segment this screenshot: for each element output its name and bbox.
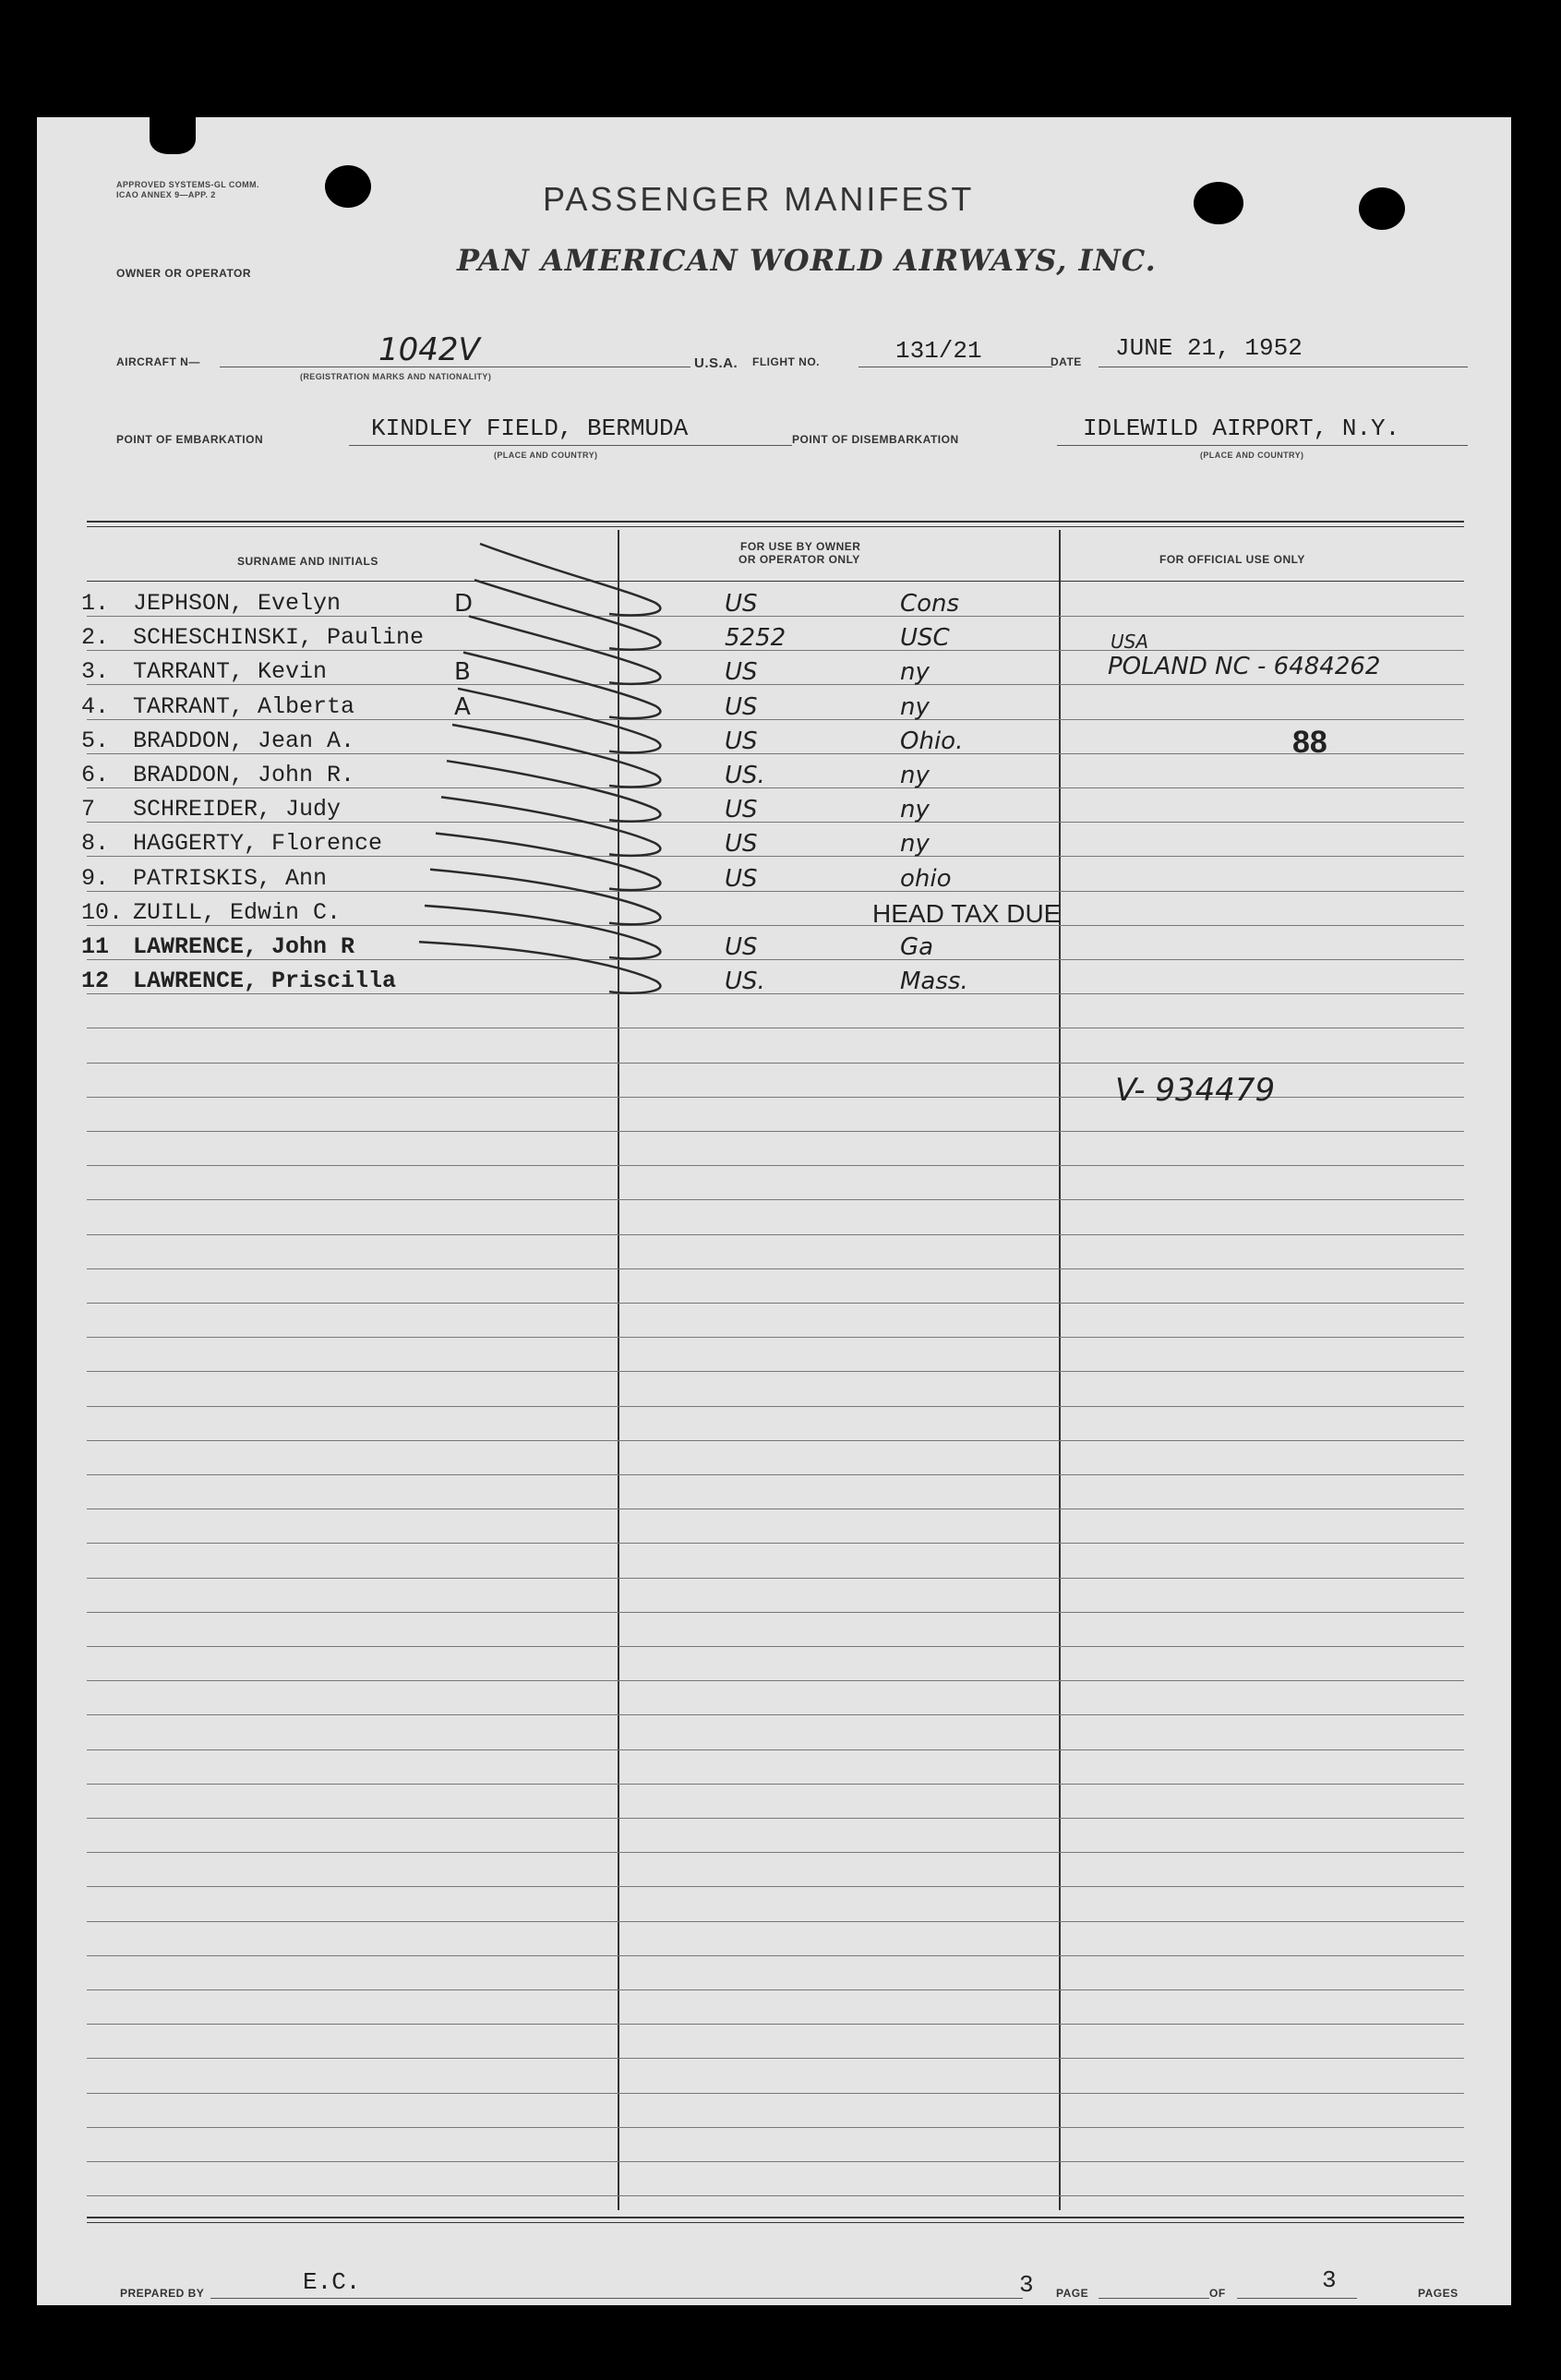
owner-nationality: US [725, 727, 758, 755]
date-label: DATE [1051, 355, 1082, 368]
passenger-number: 8. [81, 830, 110, 858]
check-strokes [37, 117, 1511, 2305]
passenger-name: SCHREIDER, Judy [133, 796, 342, 823]
col-owner-header-2: OR OPERATOR ONLY [738, 553, 860, 566]
passenger-name: HAGGERTY, Florence [133, 830, 383, 858]
owner-nationality: US [725, 692, 758, 721]
check-stroke [452, 725, 660, 787]
owner-label: OWNER OR OPERATOR [116, 267, 252, 280]
owner-state: ny [900, 692, 930, 721]
owner-nationality: US [725, 796, 758, 824]
manifest-sheet [37, 117, 1511, 2305]
passenger-number: 10. [81, 898, 124, 926]
owner-nationality: US. [725, 762, 765, 789]
passenger-number: 3. [81, 658, 110, 686]
passenger-mark: B [454, 658, 471, 687]
owner-state: ny [900, 796, 930, 824]
passenger-number: 7 [81, 796, 96, 823]
flight-date: JUNE 21, 1952 [1115, 334, 1303, 362]
official-poland: POLAND NC - 6484262 [1108, 653, 1381, 680]
owner-nationality: US [725, 590, 758, 618]
disembark-place-note: (PLACE AND COUNTRY) [1200, 451, 1304, 460]
passenger-number: 9. [81, 864, 110, 892]
owner-nationality: US. [725, 968, 765, 996]
head-tax-due: HEAD TAX DUE [872, 898, 1062, 928]
owner-nationality: US [725, 830, 758, 859]
owner-state: ohio [900, 864, 952, 893]
owner-state: USC [900, 624, 950, 653]
passenger-number: 11 [81, 933, 110, 960]
registration-note: (REGISTRATION MARKS AND NATIONALITY) [300, 372, 492, 381]
passenger-name: JEPHSON, Evelyn [133, 590, 342, 617]
disembark-value: IDLEWILD AIRPORT, N.Y. [1083, 415, 1400, 442]
owner-state: Ohio. [900, 727, 964, 755]
owner-nationality: US [725, 933, 758, 961]
passenger-name: LAWRENCE, Priscilla [133, 968, 397, 995]
check-stroke [419, 942, 660, 992]
passenger-name: BRADDON, John R. [133, 762, 355, 788]
page-label: PAGE [1056, 2287, 1089, 2300]
prepared-label: PREPARED BY [120, 2287, 205, 2300]
check-stroke [436, 834, 660, 891]
passenger-number: 4. [81, 692, 110, 720]
head-tax-number: V- 934479 [1115, 1072, 1276, 1109]
passenger-name: SCHESCHINSKI, Pauline [133, 624, 425, 652]
flight-label: FLIGHT NO. [752, 355, 820, 368]
passenger-number: 6. [81, 762, 110, 788]
owner-nationality: US [725, 864, 758, 893]
passenger-number: 5. [81, 727, 110, 754]
owner-state: Mass. [900, 968, 968, 996]
col-surname-header: SURNAME AND INITIALS [237, 555, 378, 568]
passenger-number: 12 [81, 968, 110, 995]
operator-name: PAN AMERICAN WORLD AIRWAYS, INC. [457, 243, 1157, 278]
aircraft-number: 1042V [378, 331, 480, 368]
passenger-name: BRADDON, Jean A. [133, 727, 355, 754]
col-official-header: FOR OFFICIAL USE ONLY [1159, 553, 1305, 566]
passenger-name: PATRISKIS, Ann [133, 864, 328, 892]
passenger-number: 1. [81, 590, 110, 617]
owner-state: Ga [900, 933, 934, 961]
check-stroke [458, 689, 660, 753]
prepared-value: E.C. [303, 2268, 361, 2296]
passenger-number: 2. [81, 624, 110, 652]
disembark-label: POINT OF DISEMBARKATION [792, 433, 959, 446]
check-stroke [447, 761, 660, 822]
approval-text: APPROVED SYSTEMS-GL COMM. ICAO ANNEX 9—APP. 2 [116, 180, 259, 199]
check-stroke [441, 797, 660, 856]
flight-number: 131/21 [895, 337, 982, 365]
owner-nationality: US [725, 658, 758, 687]
check-stroke [480, 544, 660, 616]
page-number: 3 [1019, 2271, 1034, 2299]
pages-label: PAGES [1418, 2287, 1459, 2300]
owner-state: ny [900, 762, 930, 789]
owner-state: ny [900, 658, 930, 687]
embark-place-note: (PLACE AND COUNTRY) [494, 451, 598, 460]
passenger-name: TARRANT, Kevin [133, 658, 328, 686]
passenger-name: ZUILL, Edwin C. [133, 898, 342, 926]
passenger-name: LAWRENCE, John R [133, 933, 355, 960]
owner-state: Cons [900, 590, 960, 618]
embark-value: KINDLEY FIELD, BERMUDA [371, 415, 689, 442]
passenger-mark: D [454, 590, 474, 618]
owner-nationality: 5252 [725, 624, 787, 653]
official-usa: USA [1111, 631, 1149, 653]
owner-state: ny [900, 830, 930, 859]
embark-label: POINT OF EMBARKATION [116, 433, 264, 446]
usa-label: U.S.A. [694, 355, 738, 371]
of-label: OF [1209, 2287, 1226, 2300]
page-title: PASSENGER MANIFEST [543, 180, 975, 218]
check-stroke [430, 870, 660, 925]
passenger-mark: A [454, 692, 471, 721]
official-88: 88 [1292, 725, 1327, 760]
aircraft-label: AIRCRAFT N— [116, 355, 200, 368]
passenger-name: TARRANT, Alberta [133, 692, 355, 720]
col-owner-header-1: FOR USE BY OWNER [740, 540, 861, 553]
check-stroke [425, 906, 660, 959]
pages-total: 3 [1322, 2266, 1337, 2294]
